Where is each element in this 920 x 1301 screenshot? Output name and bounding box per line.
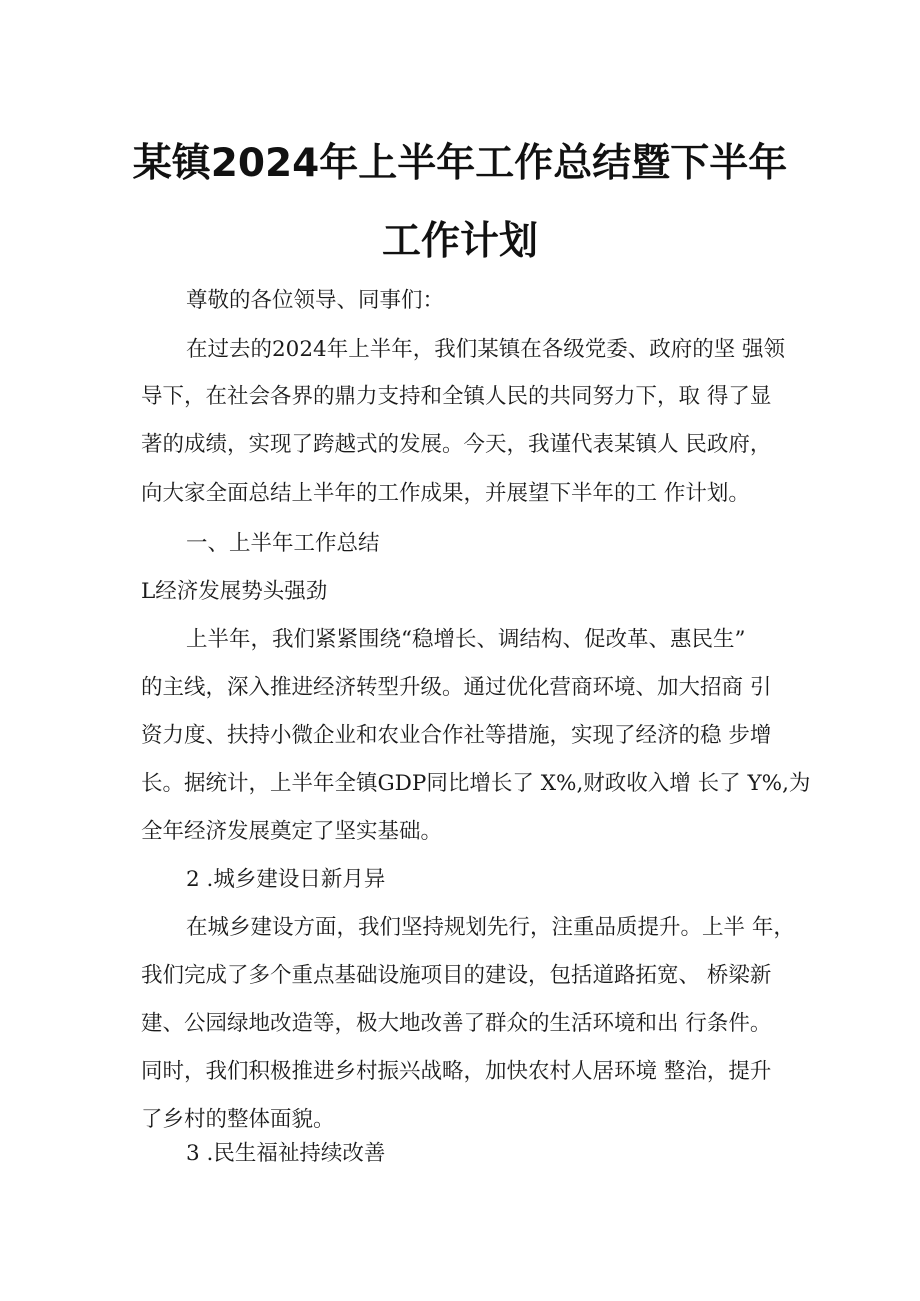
paragraph-line: 长。据统计，上半年全镇GDP同比增长了 X%,财政收入增 长了 Y%,为 xyxy=(141,771,811,796)
paragraph-line: 资力度、扶持小微企业和农业合作社等措施，实现了经济的稳 步增 xyxy=(141,723,772,748)
paragraph-line: 向大家全面总结上半年的工作成果，并展望下半年的工 作计划。 xyxy=(141,481,750,506)
paragraph-line: 我们完成了多个重点基础设施项目的建设，包括道路拓宽、 桥梁新 xyxy=(141,963,772,988)
salutation: 尊敬的各位领导、同事们： xyxy=(186,288,445,313)
paragraph-line: 著的成绩，实现了跨越式的发展。今天，我谨代表某镇人 民政府， xyxy=(141,432,772,457)
paragraph-line: 在过去的2024年上半年，我们某镇在各级党委、政府的坚 强领 xyxy=(186,337,786,362)
paragraph-line: 在城乡建设方面，我们坚持规划先行，注重品质提升。上半 年， xyxy=(186,915,795,940)
subsection-heading: 2 .城乡建设日新月异 xyxy=(186,867,386,892)
paragraph-line: 的主线，深入推进经济转型升级。通过优化营商环境、加大招商 引 xyxy=(141,675,772,700)
paragraph-line: 全年经济发展奠定了坚实基础。 xyxy=(141,819,443,844)
document-title-line-2: 工作计划 xyxy=(381,219,538,264)
section-heading: 一、上半年工作总结 xyxy=(186,531,380,556)
document-title-line-1: 某镇2024年上半年工作总结暨下半年 xyxy=(132,141,788,186)
paragraph-line: 上半年，我们紧紧围绕“稳增长、调结构、促改革、惠民生” xyxy=(186,627,746,652)
subsection-heading: 3 .民生福祉持续改善 xyxy=(186,1141,386,1166)
paragraph-line: 建、公园绿地改造等，极大地改善了群众的生活环境和出 行条件。 xyxy=(141,1011,772,1036)
paragraph-line: 了乡村的整体面貌。 xyxy=(141,1107,335,1132)
paragraph-line: 同时，我们积极推进乡村振兴战略，加快农村人居环境 整治，提升 xyxy=(141,1059,772,1084)
subsection-heading: L经济发展势头强劲 xyxy=(141,579,328,604)
paragraph-line: 导下，在社会各界的鼎力支持和全镇人民的共同努力下，取 得了显 xyxy=(141,384,772,409)
